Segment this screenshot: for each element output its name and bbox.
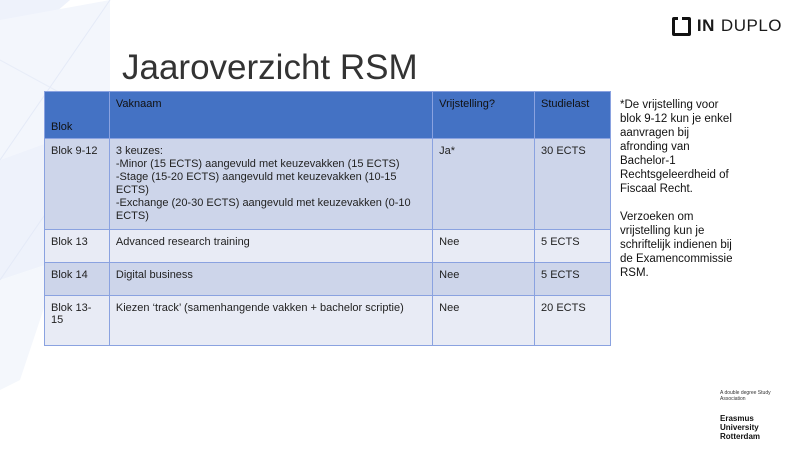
cell-blok: Blok 9-12 (45, 139, 110, 230)
cell-vrijstelling: Nee (433, 230, 535, 263)
cell-vrijstelling: Nee (433, 263, 535, 296)
cell-studielast: 5 ECTS (535, 230, 611, 263)
cell-vaknaam: Digital business (109, 263, 432, 296)
overview-table (44, 91, 611, 346)
cell-studielast: 5 ECTS (535, 263, 611, 296)
erasmus-name-line: Erasmus (720, 414, 754, 423)
cell-vaknaam: Advanced research training (109, 230, 432, 263)
vaknaam-line: -Exchange (20-30 ECTS) aangevuld met keuzevakken (0-10 ECTS) (115, 197, 411, 222)
table-row (45, 139, 611, 230)
cell-blok: Blok 14 (45, 263, 110, 296)
erasmus-name-line: University (720, 423, 759, 432)
table-row (45, 296, 611, 346)
erasmus-name-line: Rotterdam (720, 432, 761, 441)
erasmus-logo (720, 390, 780, 441)
erasmus-tagline: A double degree Study Association (720, 390, 771, 402)
cell-blok: Blok 13 (45, 230, 110, 263)
cell-vaknaam: Kiezen ‘track’ (samenhangende vakken + bachelor scriptie) (109, 296, 432, 346)
header-blok: Blok (45, 92, 110, 139)
vaknaam-line: 3 keuzes: (115, 145, 163, 157)
table-row (45, 263, 611, 296)
in-duplo-logo-icon (672, 17, 691, 36)
logo-text-bold: IN (696, 16, 715, 35)
vaknaam-line: -Minor (15 ECTS) aangevuld met keuzevakken (15 ECTS) (115, 158, 400, 170)
table-row (45, 230, 611, 263)
logo-text-rest: DUPLO (720, 16, 782, 35)
cell-vaknaam (109, 139, 432, 230)
side-note (620, 98, 738, 294)
note-request: Verzoeken om vrijstelling kun je schriftelijk indienen bij de Examencommissie RSM. (620, 211, 733, 279)
header-studielast: Studielast (535, 92, 611, 139)
page-title: Jaaroverzicht RSM (122, 48, 418, 87)
cell-blok: Blok 13-15 (45, 296, 110, 346)
cell-studielast: 20 ECTS (535, 296, 611, 346)
vaknaam-line: -Stage (15-20 ECTS) aangevuld met keuzevakken (10-15 ECTS) (115, 171, 397, 196)
cell-vrijstelling: Ja* (433, 139, 535, 230)
header-vrijstelling: Vrijstelling? (433, 92, 535, 139)
header-vaknaam: Vaknaam (109, 92, 432, 139)
in-duplo-logo (672, 16, 782, 36)
erasmus-name (720, 414, 780, 441)
note-exemption: *De vrijstelling voor blok 9-12 kun je enkel aanvragen bij afronding van Bachelor-1 Rechtsgeleerdheid of Fiscaal Recht. (620, 99, 732, 195)
cell-vrijstelling: Nee (433, 296, 535, 346)
table-header-row (45, 92, 611, 139)
cell-studielast: 30 ECTS (535, 139, 611, 230)
